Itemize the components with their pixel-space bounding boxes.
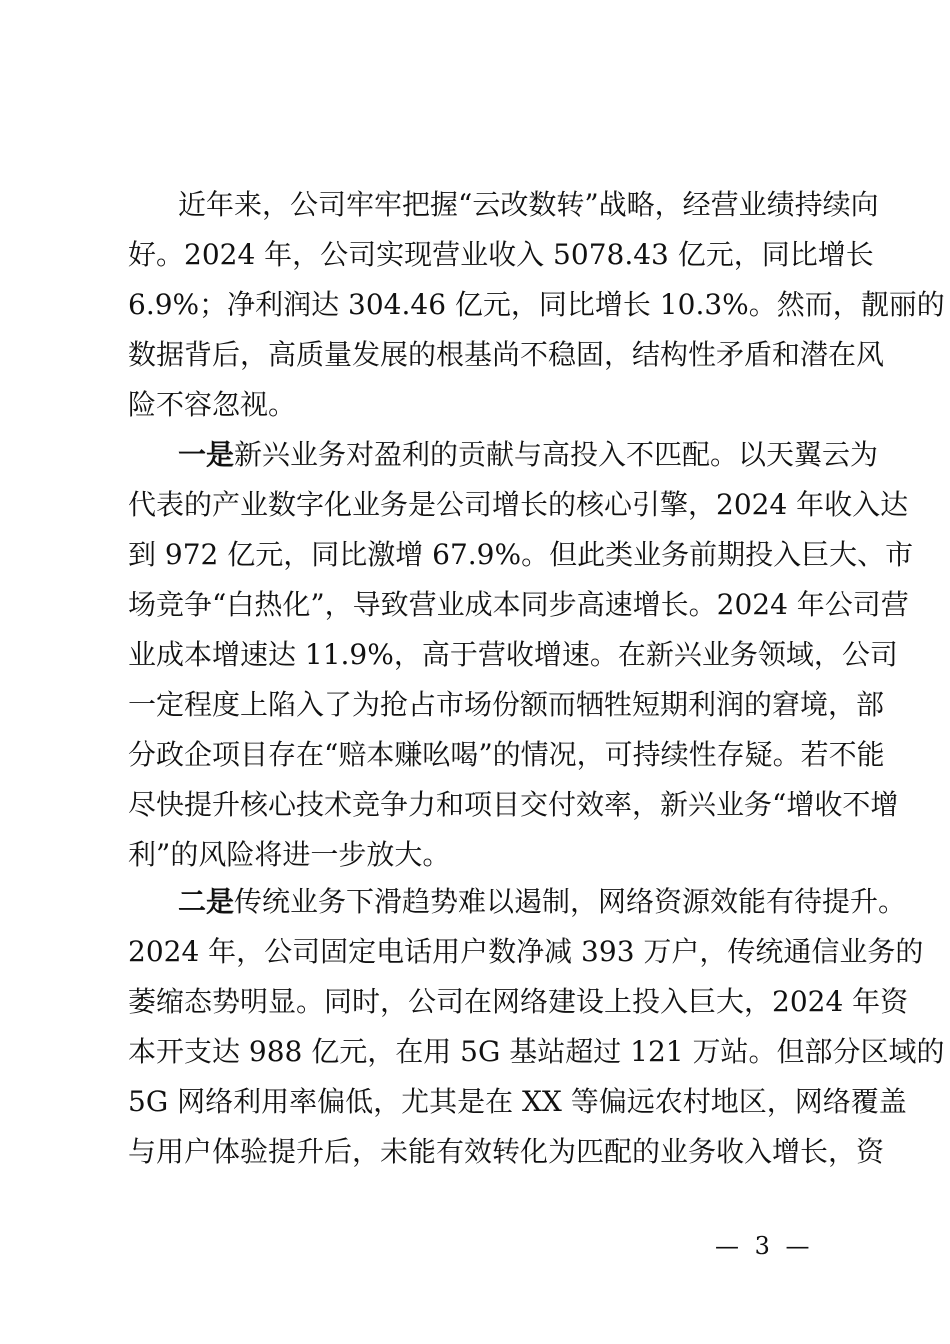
paragraph-line [128, 285, 945, 325]
paragraph-line [128, 735, 885, 775]
paragraph-line [128, 685, 885, 725]
paragraph-text: 到 972 亿元，同比激增 67.9%。但此类业务前期投入巨大、市 [128, 538, 914, 571]
paragraph-line [178, 435, 879, 475]
paragraph-text: 业成本增速达 11.9%，高于营收增速。在新兴业务领域，公司 [128, 638, 898, 671]
paragraph-text: 险不容忽视。 [128, 388, 297, 421]
paragraph-text: 5G 网络利用率偏低，尤其是在 XX 等偏远农村地区，网络覆盖 [128, 1085, 907, 1118]
paragraph-text: 一定程度上陷入了为抢占市场份额而牺牲短期利润的窘境，部 [128, 688, 885, 721]
paragraph-text: 利”的风险将进一步放大。 [128, 838, 451, 871]
paragraph-line [128, 932, 924, 972]
paragraph-lead: 一是 [178, 438, 235, 471]
paragraph-text: 本开支达 988 亿元，在用 5G 基站超过 121 万站。但部分区域的 [128, 1035, 945, 1068]
paragraph-lead: 二是 [178, 885, 235, 918]
paragraph-line [128, 635, 898, 675]
paragraph-text: 好。2024 年，公司实现营业收入 5078.43 亿元，同比增长 [128, 238, 874, 271]
paragraph-text: 与用户体验提升后，未能有效转化为匹配的业务收入增长，资 [128, 1135, 885, 1168]
paragraph-line [128, 385, 832, 425]
paragraph-line [128, 335, 885, 375]
paragraph-text: 数据背后，高质量发展的根基尚不稳固，结构性矛盾和潜在风 [128, 338, 885, 371]
paragraph-line [128, 1132, 885, 1172]
paragraph-text: 传统业务下滑趋势难以遏制，网络资源效能有待提升。 [234, 885, 907, 918]
paragraph-text: 尽快提升核心技术竞争力和项目交付效率，新兴业务“增收不增 [128, 788, 899, 821]
paragraph-line [178, 185, 879, 225]
paragraph-line [178, 882, 907, 922]
paragraph-line [128, 1082, 907, 1122]
paragraph-text: 代表的产业数字化业务是公司增长的核心引擎，2024 年收入达 [128, 488, 909, 521]
paragraph-line [128, 585, 909, 625]
paragraph-line [128, 1032, 945, 1072]
paragraph-text: 2024 年，公司固定电话用户数净减 393 万户，传统通信业务的 [128, 935, 924, 968]
paragraph-line [128, 235, 874, 275]
paragraph-line [128, 535, 914, 575]
paragraph-text: 分政企项目存在“赔本赚吆喝”的情况，可持续性存疑。若不能 [128, 738, 885, 771]
page-number: — 3 — [715, 1232, 814, 1260]
paragraph-line [128, 982, 909, 1022]
paragraph-line [128, 485, 909, 525]
paragraph-text: 萎缩态势明显。同时，公司在网络建设上投入巨大，2024 年资 [128, 985, 909, 1018]
paragraph-text: 场竞争“白热化”，导致营业成本同步高速增长。2024 年公司营 [128, 588, 909, 621]
paragraph-text: 新兴业务对盈利的贡献与高投入不匹配。以天翼云为 [234, 438, 879, 471]
paragraph-line [128, 835, 832, 875]
paragraph-text: 6.9%；净利润达 304.46 亿元，同比增长 10.3%。然而，靓丽的 [128, 288, 945, 321]
paragraph-text: 近年来，公司牢牢把握“云改数转”战略，经营业绩持续向 [178, 188, 879, 221]
paragraph-line [128, 785, 899, 825]
